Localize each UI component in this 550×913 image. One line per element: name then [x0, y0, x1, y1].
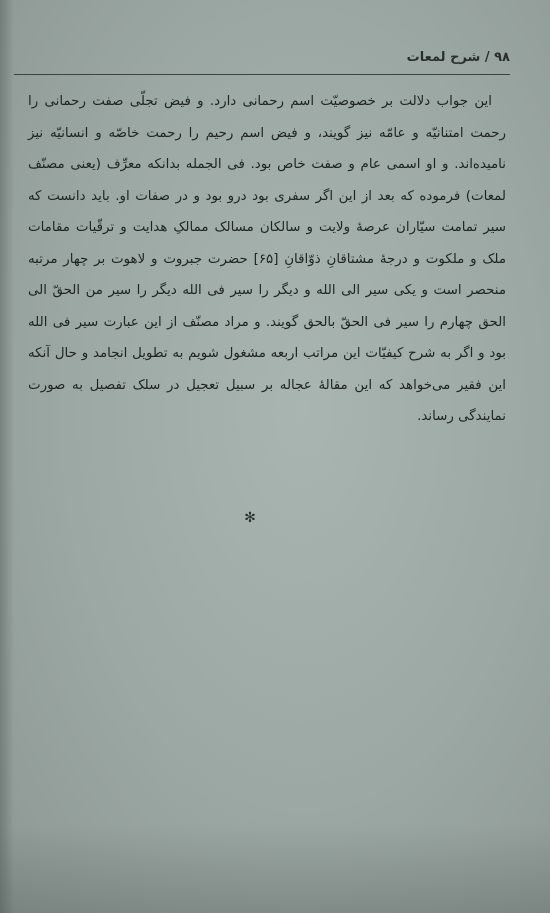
body-paragraph: این جواب دلالت بر خصوصیّت اسم رحمانی دارد. و فیض تجلّی صفت رحمانی را رحمت امتنانیّه و عامّه نیز گویند، و فیض اسم رحیم را رحمت خاصّه و انسانیّه نیز نامیده‌اند. و او اسمی عام و صفت خاص بود. فی الجمله بدانکه معرِّف (یعنی مصنّف لمعات) فرموده که بعد از این اگر سفری بود درو بود و در صفات او. باید دانست که سیر تمامت سیّاران عرصهٔ ولایت و سالکان مسالک ممالکِ هدایت و ترقّیات مقامات ملک و ملکوت و درجهٔ مشتاقانِ ذوّاقانِ [۶۵] حضرت جبروت و لاهوت بر چهار مرتبه منحصر است و یکی سیر الی الله و دیگر را سیر فی الله دیگر را سیر من الحقّ الی الحق چهارم را سیر فی الحقّ بالحق گویند. و مراد مصنّف از این عبارت سیر فی الله بود و اگر به شرح کیفیّات این مراتب اربعه مشغول شویم به تطویل انجامد و حال آنکه این فقیر می‌خواهد که این مقالهٔ عجاله بر سبیل تعجیل در سلک تفصیل به صورت نمایندگی رساند.: [28, 94, 506, 424]
page-gutter-shadow: [0, 0, 14, 913]
body-text: [28, 86, 506, 433]
section-end-ornament: ✻: [244, 510, 256, 526]
running-header: ۹۸ / شرح لمعات: [406, 50, 510, 65]
page-bottom-shadow: [0, 823, 550, 913]
header-rule: [14, 74, 510, 75]
